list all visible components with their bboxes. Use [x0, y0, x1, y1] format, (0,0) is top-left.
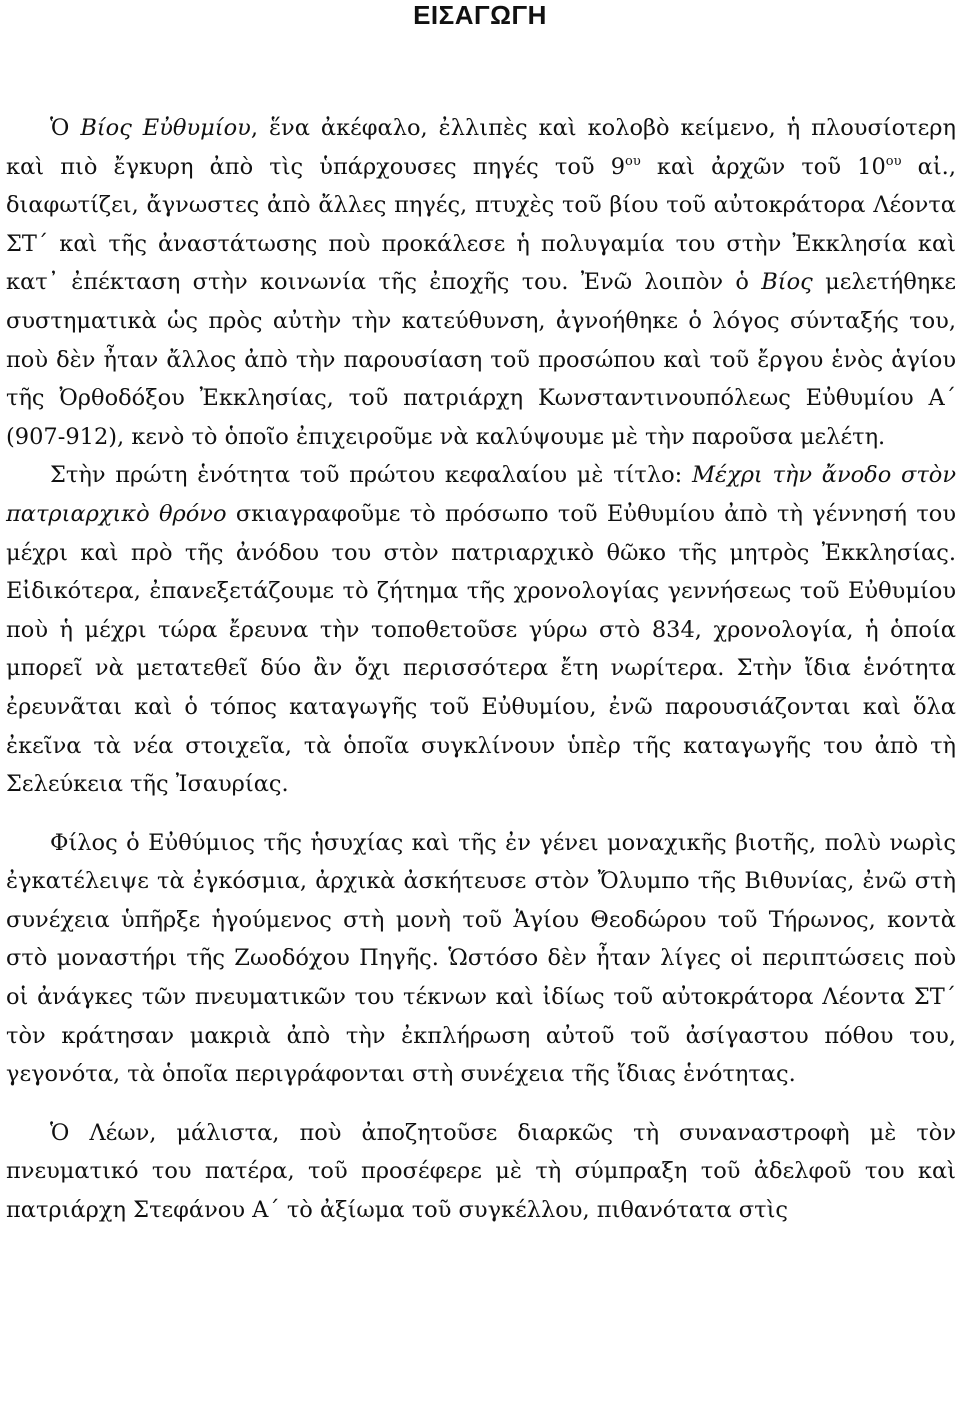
paragraph-1-text-c: αἰ., διαφωτίζει, ἄγνωστες ἀπὸ ἄλλες πηγές, πτυχὲς τοῦ βίου τοῦ αὐτοκράτορα Λέοντα ΣΤ΄ καὶ τῆς ἀναστάτωσης ποὺ προκάλεσε ἡ πολυγαμία του στὴν Ἐκκλησία καὶ κατ᾽ ἐπέκταση στὴν κοινωνία τῆς ἐποχῆς του. Ἐνῶ λοιπὸν ὁ [6, 153, 956, 296]
ordinal-superscript: ου [625, 153, 641, 169]
section-title-italic: Μέχρι τὴν ἄνοδο στὸν πατριαρχικὸ θρόνο [6, 462, 956, 527]
paragraph-2-text-a: Στὴν πρώτη ἑνότητα τοῦ πρώτου κεφαλαίου μὲ τίτλο: [50, 462, 692, 489]
work-title-vios-efthymiou: Βίος Εὐθυμίου [80, 115, 251, 141]
paragraph-2 [6, 456, 956, 803]
paragraph-3: Φίλος ὁ Εὐθύμιος τῆς ἡσυχίας καὶ τῆς ἐν γένει μοναχικῆς βιοτῆς, πολὺ νωρὶς ἐγκατέλειψε τὰ ἐγκόσμια, ἀρχικὰ ἀσκήτευσε στὸν Ὄλυμπο τῆς Βιθυνίας, ἐνῶ στὴ συνέχεια ὑπῆρξε ἡγούμενος στὴ μονὴ τοῦ Ἁγίου Θεοδώρου τοῦ Τήρωνος, κοντὰ στὸ μοναστήρι τῆς Ζωοδόχου Πηγῆς. Ὡστόσο δὲν ἦταν λίγες οἱ περιπτώσεις ποὺ οἱ ἀνάγκες τῶν πνευματικῶν του τέκνων καὶ ἰδίως τοῦ αὐτοκράτορα Λέοντα ΣΤ΄ τὸν κράτησαν μακριὰ ἀπὸ τὴν ἐκπλήρωση αὐτοῦ τοῦ ἀσίγαστου πόθου του, γεγονότα, τὰ ὁποῖα περιγράφονται στὴ συνέχεια τῆς ἴδιας ἑνότητας. [6, 829, 956, 1088]
document-body [6, 109, 956, 1230]
paragraph-2-text-b: σκιαγραφοῦμε τὸ πρόσωπο τοῦ Εὐθυμίου ἀπὸ τὴ γέννησή του μέχρι καὶ πρὸ τῆς ἀνόδου του στὸν πατριαρχικὸ θῶκο τῆς μητρὸς Ἐκκλησίας. Εἰδικότερα, ἐπανεξετάζουμε τὸ ζήτημα τῆς χρονολογίας γεννήσεως τοῦ Εὐθυμίου ποὺ ἡ μέχρι τώρα ἔρευνα τὴν τοποθετοῦσε γύρω στὸ 834, χρονολογία, ἡ ὁποία μπορεῖ νὰ μετατεθεῖ δύο ἂν ὄχι περισσότερα ἔτη νωρίτερα. Στὴν ἴδια ἑνότητα ἐρευνᾶται καὶ ὁ τόπος καταγωγῆς τοῦ Εὐθυμίου, ἐνῶ παρουσιάζονται καὶ ὅλα ἐκεῖνα τὰ νέα στοιχεῖα, τὰ ὁποῖα συγκλίνουν ὑπὲρ τῆς καταγωγῆς του ἀπὸ τὴ Σελεύκεια τῆς Ἰσαυρίας. [6, 500, 956, 798]
paragraph-1-opening: Ὁ [50, 115, 81, 141]
paragraph-1-text-d: μελετήθηκε συστηματικὰ ὡς πρὸς αὐτὴν τὴν κατεύθυνση, ἀγνοήθηκε ὁ λόγος σύνταξής του, ποὺ δὲν ἦταν ἄλλος ἀπὸ τὴν παρουσίαση τοῦ προσώπου καὶ τοῦ ἔργου ἑνὸς ἁγίου τῆς Ὀρθοδόξου Ἐκκλησίας, τοῦ πατριάρχη Κωνσταντινουπόλεως Εὐθυμίου Α΄ (907-912), κενὸ τὸ ὁποῖο ἐπιχειροῦμε νὰ καλύψουμε μὲ τὴν παροῦσα μελέτη. [6, 269, 956, 450]
paragraph-1-text-b: καὶ ἀρχῶν τοῦ 10 [640, 153, 886, 180]
paragraph-4: Ὁ Λέων, μάλιστα, ποὺ ἀποζητοῦσε διαρκῶς τὴ συναναστροφὴ μὲ τὸν πνευματικό του πατέρα, τοῦ προσέφερε μὲ τὴ σύμπραξη τοῦ ἀδελφοῦ του καὶ πατριάρχη Στεφάνου Α΄ τὸ ἀξίωμα τοῦ συγκέλλου, πιθανότατα στὶς [6, 1119, 956, 1224]
paragraph-1-text-a: , ἕνα ἀκέφαλο, ἐλλιπὲς καὶ κολοβὸ κείμενο, ἡ πλουσίοτερη καὶ πιὸ ἔγκυρη ἀπὸ τὶς ὑπάρχουσες πηγές τοῦ 9 [6, 115, 956, 180]
ordinal-superscript: ου [885, 153, 902, 169]
work-title-vios: Βίος [761, 269, 813, 296]
paragraph-1 [6, 109, 956, 456]
page-title: ΕΙΣΑΓΩΓΗ [413, 0, 547, 30]
